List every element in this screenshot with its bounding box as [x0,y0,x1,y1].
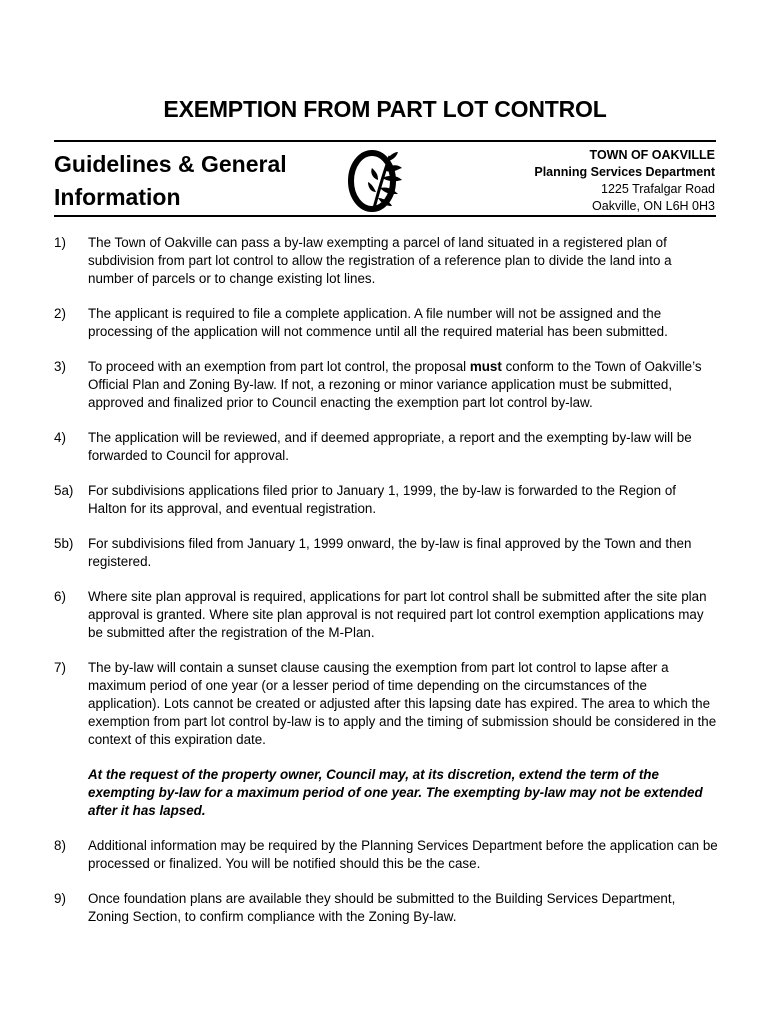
item-number: 5b) [54,536,74,551]
item-number: 7) [54,660,66,675]
town-of-oakville-logo [344,148,410,214]
extension-note: At the request of the property owner, Council may, at its discretion, extend the term of the exempting by-law for a maximum period of one year. The exempting by-law may not be extended after it has lapsed. [88,767,703,818]
document-subtitle [54,148,287,214]
list-item [54,482,718,518]
city-postal: Oakville, ON L6H 0H3 [592,199,715,213]
item-number: 4) [54,430,66,445]
item-number: 1) [54,235,66,250]
item-text [88,358,718,412]
item-text: For subdivisions applications filed prior to January 1, 1999, the by-law is forwarded to the Region of Halton for its approval, and eventual registration. [88,483,677,516]
subtitle-line-2: Information [54,184,181,210]
item-text-part: To proceed with an exemption from part lot control, the proposal [88,359,470,374]
item-text: The by-law will contain a sunset clause causing the exemption from part lot control to lapse after a maximum period of one year (or a lesser period of time depending on the circumstances of the application). Lots cannot be created or adjusted after this lapsing date has expired. The area to which the exemption from part lot control by-law is to apply and the timing of submission should be considered in the context of this expiration date. [88,660,717,747]
subtitle-line-1: Guidelines & General [54,151,287,177]
list-item [54,535,718,571]
item-text: The applicant is required to file a complete application. A file number will not be assigned and the processing of the application will not commence until all the required material has been submitted. [88,306,668,339]
item-text: For subdivisions filed from January 1, 1999 onward, the by-law is final approved by the Town and then registered. [88,536,692,569]
list-item [54,234,718,288]
item-number: 9) [54,891,66,906]
document-title: EXEMPTION FROM PART LOT CONTROL [163,96,607,122]
list-item [54,358,718,412]
item-number: 3) [54,359,66,374]
header-bottom-rule [54,215,716,217]
list-item [54,588,718,642]
department-address [534,147,715,215]
item-text: The Town of Oakville can pass a by-law exempting a parcel of land situated in a registered plan of subdivision from part lot control to allow the registration of a reference plan to divide the land into a number of parcels or to change existing lot lines. [88,235,672,286]
list-item [54,659,718,749]
item-number: 2) [54,306,66,321]
item-number: 5a) [54,483,74,498]
department-name: Planning Services Department [534,165,715,179]
list-item [54,890,718,926]
item-text: Where site plan approval is required, applications for part lot control shall be submitted after the site plan approval is granted. Where site plan approval is not required part lot control exemption applications may be submitted after the registration of the M-Plan. [88,589,707,640]
header-top-rule [54,140,716,142]
org-name: TOWN OF OAKVILLE [589,148,715,162]
guideline-list [54,234,718,926]
list-item [54,305,718,341]
item-number: 6) [54,589,66,604]
item-number: 8) [54,838,66,853]
item-text: Additional information may be required by the Planning Services Department before the application can be processed or finalized. You will be notified should this be the case. [88,838,718,871]
street-address: 1225 Trafalgar Road [601,182,715,196]
list-item [54,429,718,465]
item-text-emphasis: must [469,359,502,374]
item-text: The application will be reviewed, and if deemed appropriate, a report and the exempting by-law will be forwarded to Council for approval. [88,430,692,463]
item-text-part: conform to the Town of Oakville’s Official Plan and Zoning By-law. If not, a rezoning or minor variance application must be submitted, approved and finalized prior to Council enacting the exemption part lot control by-law. [88,359,702,410]
item-text: Once foundation plans are available they should be submitted to the Building Services Department, Zoning Section, to confirm compliance with the Zoning By-law. [88,891,676,924]
list-item [54,837,718,873]
